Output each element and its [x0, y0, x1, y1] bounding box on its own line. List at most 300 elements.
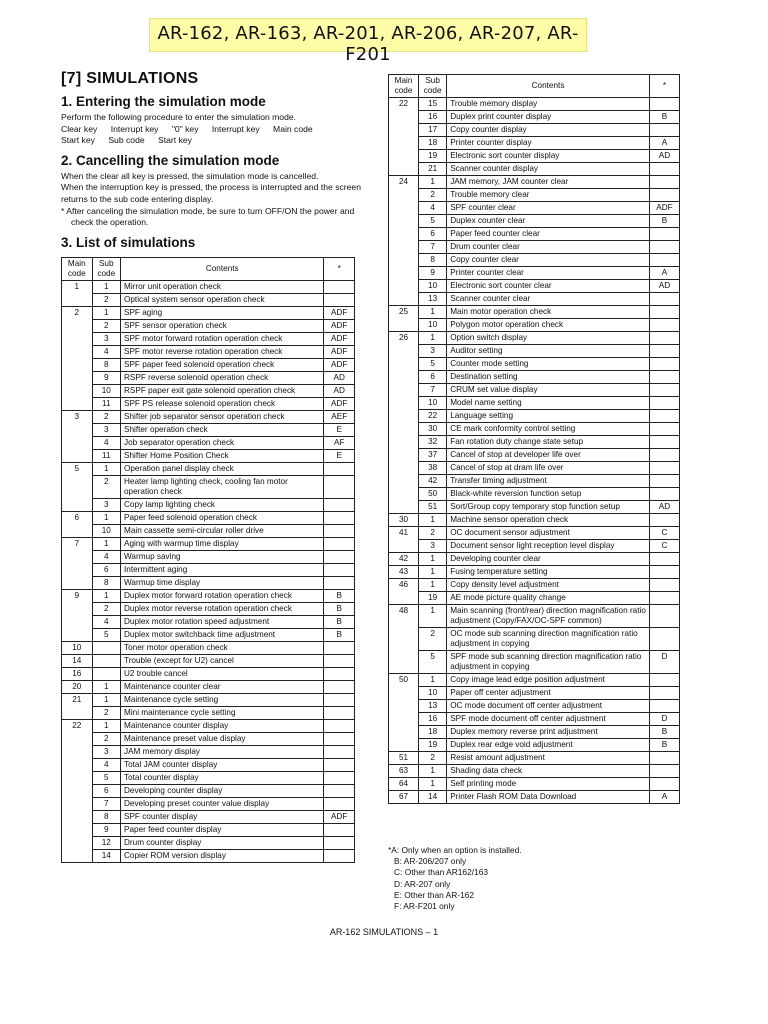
- sub-code-cell: 3: [92, 499, 120, 512]
- page-footer: AR-162 SIMULATIONS – 1: [329, 927, 439, 937]
- table-row: [389, 739, 680, 752]
- table-row: [389, 397, 680, 410]
- contents-cell: Main motor operation check: [447, 306, 650, 319]
- sub-code-cell: 11: [92, 398, 120, 411]
- contents-cell: Printer Flash ROM Data Download: [447, 791, 650, 804]
- sub-code-cell: 21: [419, 163, 447, 176]
- contents-cell: Sort/Group copy temporary stop function setup: [447, 501, 650, 514]
- sub-code-cell: 18: [419, 726, 447, 739]
- contents-cell: Shifter job separator sensor operation check: [121, 411, 324, 424]
- table-row: [62, 551, 355, 564]
- mark-cell: [324, 538, 355, 551]
- main-code-cell: 14: [62, 655, 93, 668]
- sub-code-cell: 4: [92, 616, 120, 629]
- contents-cell: Electronic sort counter display: [447, 150, 650, 163]
- main-code-cell: [389, 713, 419, 726]
- mark-cell: [649, 358, 679, 371]
- mark-cell: [649, 241, 679, 254]
- main-code-cell: [62, 785, 93, 798]
- main-code-cell: [389, 475, 419, 488]
- intro-section: [61, 70, 361, 250]
- sub-code-cell: 2: [92, 603, 120, 616]
- mark-cell: [649, 488, 679, 501]
- table-row: [389, 752, 680, 765]
- table-row: [62, 450, 355, 463]
- sub-code-cell: 1: [419, 306, 447, 319]
- list-title: 3. List of simulations: [61, 234, 196, 250]
- contents-cell: OC mode sub scanning direction magnification ratio adjustment in copying: [447, 628, 650, 651]
- main-code-cell: [389, 137, 419, 150]
- table-row: [389, 111, 680, 124]
- contents-cell: Paper feed counter display: [121, 824, 324, 837]
- main-code-cell: [389, 739, 419, 752]
- sub-code-cell: 1: [419, 176, 447, 189]
- main-code-cell: [389, 449, 419, 462]
- main-code-cell: [389, 436, 419, 449]
- footnote: E: Other than AR-162: [394, 889, 475, 900]
- sub-code-cell: 1: [419, 514, 447, 527]
- main-code-cell: [389, 700, 419, 713]
- sub-code-cell: 2: [92, 476, 120, 499]
- main-code-cell: [389, 540, 419, 553]
- mark-cell: [324, 785, 355, 798]
- header-mark: *: [324, 258, 355, 281]
- sub-code-cell: 6: [92, 564, 120, 577]
- table-row: [389, 319, 680, 332]
- main-code-cell: [389, 488, 419, 501]
- contents-cell: Trouble (except for U2) cancel: [121, 655, 324, 668]
- main-code-cell: [389, 423, 419, 436]
- table-row: [62, 437, 355, 450]
- mark-cell: [649, 778, 679, 791]
- contents-cell: Fan rotation duty change state setup: [447, 436, 650, 449]
- main-code-cell: [62, 824, 93, 837]
- mark-cell: [649, 293, 679, 306]
- main-code-cell: [389, 254, 419, 267]
- sub-code-cell: 1: [419, 332, 447, 345]
- table-row: [389, 332, 680, 345]
- main-code-cell: 41: [389, 527, 419, 540]
- mark-cell: [649, 687, 679, 700]
- contents-cell: Document sensor light reception level display: [447, 540, 650, 553]
- sub-code-cell: 3: [92, 333, 120, 346]
- mark-cell: AD: [324, 385, 355, 398]
- mark-cell: B: [649, 111, 679, 124]
- contents-cell: Trouble memory display: [447, 98, 650, 111]
- main-code-cell: [62, 450, 93, 463]
- sub-code-cell: 3: [92, 746, 120, 759]
- footnotes: [388, 845, 522, 912]
- table-row: [62, 629, 355, 642]
- sub-code-cell: 14: [419, 791, 447, 804]
- sub-code-cell: 5: [92, 772, 120, 785]
- sub-code-cell: 12: [92, 837, 120, 850]
- mark-cell: D: [649, 651, 679, 674]
- sub-code-cell: 10: [419, 397, 447, 410]
- main-code-cell: [62, 437, 93, 450]
- mark-cell: B: [649, 726, 679, 739]
- table-row: [62, 798, 355, 811]
- header-contents: Contents: [447, 75, 650, 98]
- header-mark: *: [649, 75, 679, 98]
- table-row: [62, 811, 355, 824]
- mark-cell: [324, 850, 355, 863]
- sub-code-cell: 1: [419, 778, 447, 791]
- contents-cell: Electronic sort counter clear: [447, 280, 650, 293]
- mark-cell: [649, 189, 679, 202]
- contents-cell: Duplex memory reverse print adjustment: [447, 726, 650, 739]
- mark-cell: [649, 384, 679, 397]
- entering-text: Perform the following procedure to enter the simulation mode.: [61, 112, 297, 122]
- table-row: [389, 778, 680, 791]
- header-main-code: Main code: [62, 258, 93, 281]
- main-code-cell: 22: [389, 98, 419, 111]
- sub-code-cell: 37: [419, 449, 447, 462]
- mark-cell: [649, 163, 679, 176]
- contents-cell: SPF counter clear: [447, 202, 650, 215]
- mark-cell: [649, 674, 679, 687]
- main-code-cell: [62, 476, 93, 499]
- table-row: [389, 228, 680, 241]
- main-code-cell: [389, 241, 419, 254]
- table-row: [389, 687, 680, 700]
- table-row: [389, 527, 680, 540]
- main-code-cell: [62, 759, 93, 772]
- table-row: [389, 579, 680, 592]
- main-code-cell: 5: [62, 463, 93, 476]
- table-row: [62, 655, 355, 668]
- contents-cell: Paper feed solenoid operation check: [121, 512, 324, 525]
- table-row: [62, 824, 355, 837]
- main-code-cell: [389, 189, 419, 202]
- key-step: Clear key: [61, 123, 98, 134]
- table-row: [389, 423, 680, 436]
- footnote: D: AR-207 only: [394, 878, 451, 889]
- table-row: [62, 746, 355, 759]
- contents-cell: Duplex motor reverse rotation operation check: [121, 603, 324, 616]
- contents-cell: Duplex counter clear: [447, 215, 650, 228]
- contents-cell: Copy density level adjustment: [447, 579, 650, 592]
- contents-cell: Shading data check: [447, 765, 650, 778]
- main-code-cell: [389, 111, 419, 124]
- sub-code-cell: 11: [92, 450, 120, 463]
- table-row: [389, 371, 680, 384]
- main-code-cell: [389, 150, 419, 163]
- table-row: [62, 512, 355, 525]
- sub-code-cell: 1: [419, 605, 447, 628]
- contents-cell: Maintenance counter display: [121, 720, 324, 733]
- main-code-cell: [62, 603, 93, 616]
- table-row: [62, 785, 355, 798]
- sub-code-cell: 6: [92, 785, 120, 798]
- sub-code-cell: 1: [92, 463, 120, 476]
- sub-code-cell: 1: [92, 720, 120, 733]
- main-code-cell: [389, 397, 419, 410]
- contents-cell: Copy counter display: [447, 124, 650, 137]
- sub-code-cell: 13: [419, 293, 447, 306]
- main-code-cell: [62, 499, 93, 512]
- contents-cell: Transfer timing adjustment: [447, 475, 650, 488]
- contents-cell: Main scanning (front/rear) direction magnification ratio adjustment (Copy/FAX/OC-SPF common): [447, 605, 650, 628]
- sub-code-cell: 19: [419, 592, 447, 605]
- mark-cell: E: [324, 424, 355, 437]
- cancelling-line2: When the interruption key is pressed, the process is interrupted and the screen returns to the sub code entering display.: [61, 182, 361, 204]
- mark-cell: [649, 332, 679, 345]
- table-row: [389, 605, 680, 628]
- table-row: [389, 280, 680, 293]
- mark-cell: [324, 759, 355, 772]
- table-row: [62, 772, 355, 785]
- table-row: [389, 713, 680, 726]
- table-row: [389, 462, 680, 475]
- main-code-cell: 7: [62, 538, 93, 551]
- table-row: [389, 176, 680, 189]
- table-row: [62, 759, 355, 772]
- footnote: B: AR-206/207 only: [394, 856, 467, 867]
- mark-cell: ADF: [324, 307, 355, 320]
- sub-code-cell: 4: [92, 551, 120, 564]
- footnote: C: Other than AR162/163: [394, 867, 489, 878]
- contents-cell: Printer counter display: [447, 137, 650, 150]
- contents-cell: Copy counter clear: [447, 254, 650, 267]
- mark-cell: [324, 798, 355, 811]
- sub-code-cell: 2: [92, 294, 120, 307]
- contents-cell: Self printing mode: [447, 778, 650, 791]
- mark-cell: A: [649, 267, 679, 280]
- contents-cell: Shifter Home Position Check: [121, 450, 324, 463]
- contents-cell: Mirror unit operation check: [121, 281, 324, 294]
- main-code-cell: [62, 372, 93, 385]
- mark-cell: E: [324, 450, 355, 463]
- mark-cell: [324, 655, 355, 668]
- main-code-cell: [62, 320, 93, 333]
- mark-cell: [649, 124, 679, 137]
- table-row: [389, 726, 680, 739]
- mark-cell: [324, 551, 355, 564]
- contents-cell: Operation panel display check: [121, 463, 324, 476]
- table-row: [62, 398, 355, 411]
- mark-cell: [324, 681, 355, 694]
- table-row: [389, 674, 680, 687]
- table-row: [389, 293, 680, 306]
- contents-cell: JAM memory, JAM counter clear: [447, 176, 650, 189]
- sub-code-cell: 7: [419, 384, 447, 397]
- contents-cell: U2 trouble cancel: [121, 668, 324, 681]
- sub-code-cell: 2: [92, 320, 120, 333]
- sub-code-cell: 5: [419, 215, 447, 228]
- table-row: [62, 320, 355, 333]
- main-code-cell: [389, 280, 419, 293]
- sub-code-cell: 8: [419, 254, 447, 267]
- mark-cell: ADF: [324, 346, 355, 359]
- main-code-cell: 46: [389, 579, 419, 592]
- mark-cell: AD: [324, 372, 355, 385]
- mark-cell: [324, 499, 355, 512]
- table-row: [62, 538, 355, 551]
- contents-cell: Paper off center adjustment: [447, 687, 650, 700]
- mark-cell: B: [649, 215, 679, 228]
- sub-code-cell: 30: [419, 423, 447, 436]
- contents-cell: Toner motor operation check: [121, 642, 324, 655]
- main-code-cell: [62, 577, 93, 590]
- main-code-cell: [389, 501, 419, 514]
- contents-cell: Warmup time display: [121, 577, 324, 590]
- main-code-cell: [389, 358, 419, 371]
- main-code-cell: [62, 385, 93, 398]
- mark-cell: [324, 577, 355, 590]
- contents-cell: Duplex motor forward rotation operation check: [121, 590, 324, 603]
- main-code-cell: [62, 850, 93, 863]
- sub-code-cell: 32: [419, 436, 447, 449]
- sub-code-cell: 1: [419, 579, 447, 592]
- cancelling-line1: When the clear all key is pressed, the simulation mode is cancelled.: [61, 170, 319, 181]
- mark-cell: [649, 579, 679, 592]
- table-row: [389, 254, 680, 267]
- table-row: [389, 475, 680, 488]
- table-row: [62, 525, 355, 538]
- table-body: [62, 281, 355, 863]
- contents-cell: Mini maintenance cycle setting: [121, 707, 324, 720]
- sub-code-cell: 6: [419, 228, 447, 241]
- sub-code-cell: 2: [419, 189, 447, 202]
- table-row: [389, 189, 680, 202]
- sub-code-cell: 2: [419, 628, 447, 651]
- contents-cell: SPF motor reverse rotation operation check: [121, 346, 324, 359]
- sub-code-cell: 8: [92, 811, 120, 824]
- sub-code-cell: 9: [419, 267, 447, 280]
- mark-cell: AD: [649, 150, 679, 163]
- sub-code-cell: 5: [92, 629, 120, 642]
- sub-code-cell: 1: [419, 566, 447, 579]
- main-code-cell: [62, 346, 93, 359]
- sub-code-cell: 5: [419, 358, 447, 371]
- table-row: [62, 359, 355, 372]
- contents-cell: Developing counter display: [121, 785, 324, 798]
- mark-cell: [649, 423, 679, 436]
- contents-cell: Duplex print counter display: [447, 111, 650, 124]
- main-code-cell: [62, 424, 93, 437]
- sub-code-cell: 15: [419, 98, 447, 111]
- contents-cell: Developing preset counter value display: [121, 798, 324, 811]
- table-row: [389, 215, 680, 228]
- mark-cell: [324, 733, 355, 746]
- sub-code-cell: [92, 642, 120, 655]
- table-row: [389, 358, 680, 371]
- mark-cell: [649, 765, 679, 778]
- contents-cell: RSPF paper exit gate solenoid operation check: [121, 385, 324, 398]
- contents-cell: Fusing temperature setting: [447, 566, 650, 579]
- main-code-cell: [389, 319, 419, 332]
- mark-cell: A: [649, 137, 679, 150]
- contents-cell: SPF counter display: [121, 811, 324, 824]
- key-step: "0" key: [171, 123, 199, 134]
- contents-cell: Maintenance cycle setting: [121, 694, 324, 707]
- main-code-cell: [389, 163, 419, 176]
- mark-cell: [324, 476, 355, 499]
- mark-cell: B: [649, 739, 679, 752]
- table-row: [389, 150, 680, 163]
- contents-cell: Heater lamp lighting check, cooling fan motor operation check: [121, 476, 324, 499]
- table-row: [62, 603, 355, 616]
- key-sequence: [61, 124, 361, 147]
- table-row: [389, 514, 680, 527]
- main-code-cell: [62, 525, 93, 538]
- mark-cell: ADF: [324, 811, 355, 824]
- key-step: Main code: [273, 123, 313, 134]
- main-code-cell: 64: [389, 778, 419, 791]
- mark-cell: [649, 228, 679, 241]
- sub-code-cell: 4: [92, 437, 120, 450]
- key-step: Interrupt key: [211, 123, 260, 134]
- sub-code-cell: 1: [419, 765, 447, 778]
- mark-cell: [649, 98, 679, 111]
- main-code-cell: [389, 628, 419, 651]
- mark-cell: [324, 463, 355, 476]
- main-code-cell: 50: [389, 674, 419, 687]
- mark-cell: [324, 694, 355, 707]
- table-row: [62, 850, 355, 863]
- sub-code-cell: 1: [92, 307, 120, 320]
- sub-code-cell: 3: [92, 424, 120, 437]
- main-code-cell: [389, 384, 419, 397]
- sub-code-cell: 16: [419, 713, 447, 726]
- sub-code-cell: 10: [419, 280, 447, 293]
- mark-cell: [649, 410, 679, 423]
- table-row: [389, 241, 680, 254]
- mark-cell: [324, 294, 355, 307]
- table-row: [389, 384, 680, 397]
- title-banner: [149, 18, 587, 65]
- header-sub-code: Sub code: [419, 75, 447, 98]
- entering-title: 1. Entering the simulation mode: [61, 94, 266, 109]
- table-row: [62, 837, 355, 850]
- mark-cell: [649, 176, 679, 189]
- section-heading: [7] SIMULATIONS: [61, 70, 199, 87]
- contents-cell: Warmup saving: [121, 551, 324, 564]
- contents-cell: Job separator operation check: [121, 437, 324, 450]
- sub-code-cell: 1: [92, 694, 120, 707]
- table-row: [389, 163, 680, 176]
- contents-cell: Option switch display: [447, 332, 650, 345]
- table-row: [62, 424, 355, 437]
- sub-code-cell: 3: [419, 345, 447, 358]
- sub-code-cell: 7: [92, 798, 120, 811]
- sub-code-cell: 10: [419, 319, 447, 332]
- mark-cell: [649, 475, 679, 488]
- mark-cell: [649, 436, 679, 449]
- contents-cell: SPF motor forward rotation operation check: [121, 333, 324, 346]
- sub-code-cell: 42: [419, 475, 447, 488]
- mark-cell: [649, 254, 679, 267]
- contents-cell: Maintenance preset value display: [121, 733, 324, 746]
- sub-code-cell: [92, 655, 120, 668]
- cancelling-note: * After canceling the simulation mode, be sure to turn OFF/ON the power and check the operation.: [61, 205, 355, 228]
- main-code-cell: [62, 294, 93, 307]
- sub-code-cell: 3: [419, 540, 447, 553]
- main-code-cell: 6: [62, 512, 93, 525]
- table-row: [62, 385, 355, 398]
- main-code-cell: [62, 746, 93, 759]
- main-code-cell: [389, 293, 419, 306]
- table-row: [62, 616, 355, 629]
- contents-cell: Copier ROM version display: [121, 850, 324, 863]
- simulation-table-left: [61, 257, 355, 863]
- mark-cell: ADF: [324, 333, 355, 346]
- contents-cell: CRUM set value display: [447, 384, 650, 397]
- main-code-cell: 3: [62, 411, 93, 424]
- main-code-cell: 10: [62, 642, 93, 655]
- contents-cell: Printer counter clear: [447, 267, 650, 280]
